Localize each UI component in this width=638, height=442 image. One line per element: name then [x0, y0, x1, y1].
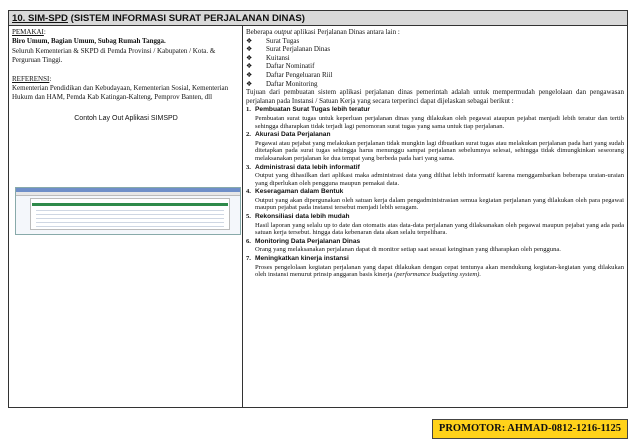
purpose-paragraph: Tujuan dari pembuatan sistem aplikasi perjalanan dinas pemerintah adalah untuk mempermudah pengelolaan dan pengawasan perjalanan pada Instansi / Satuan Kerja yang secara terperinci dapat dijelaskan sebagai berikut : — [246, 88, 624, 105]
benefit-title: Keseragaman dalam Bentuk — [255, 188, 344, 196]
right-column — [246, 28, 624, 279]
pemakai-colon: : — [43, 28, 46, 36]
output-list-item — [246, 45, 624, 54]
benefit-number: 3. — [246, 163, 251, 171]
benefit-description: Orang yang melaksanakan perjalanan dapat di monitor setiap saat sesuai keinginan yang diharapkan oleh pengguna. — [255, 246, 561, 254]
output-label: Daftar Nominatif — [266, 62, 315, 71]
bullet-icon: ❖ — [246, 62, 253, 71]
pemakai-label: PEMAKAI — [12, 28, 44, 36]
benefit-heading — [246, 164, 624, 173]
benefit-number: 4. — [246, 188, 251, 196]
screenshot-grid-header — [32, 203, 228, 206]
promotor-banner: PROMOTOR: AHMAD-0812-1216-1125 — [432, 419, 628, 439]
benefit-heading — [246, 255, 624, 264]
output-label: Kuitansi — [266, 53, 290, 62]
intro-emphasis: output — [274, 28, 293, 36]
referensi-label: REFERENSI — [12, 74, 50, 83]
intro-text-end: aplikasi Perjalanan Dinas antara lain : — [292, 28, 400, 36]
benefit-description — [246, 264, 624, 279]
output-list-item — [246, 54, 624, 63]
benefit-description-text: Proses pengelolaan kegiatan perjalanan yang dapat dilakukan dengan cepat tentunya akan mendukung kegiatan-kegiatan yang dilakukan oleh instansi menurut prinsip anggaran basis kinerja — [255, 263, 624, 279]
benefit-description-emphasis: (performance budgeting system). — [394, 271, 481, 279]
benefit-heading — [246, 238, 624, 247]
benefit-description: Hasil laporan yang selalu up to date dan otomatis atas data-data perjalanan yang dilaksanakan oleh pegawai maupun pejabat yang ada pada satuan kerja tersebut. hingga data kebenaran data akan selalu terpelihara. — [255, 221, 624, 237]
output-label: Daftar Pengeluaran Riil — [266, 70, 333, 79]
output-label: Surat Tugas — [266, 36, 300, 45]
benefit-title: Administrasi data lebih informatif — [255, 163, 360, 171]
screenshot-grid-line — [36, 226, 224, 227]
screenshot-grid-line — [36, 218, 224, 219]
screenshot-caption: Contoh Lay Out Aplikasi SIMSPD — [74, 114, 178, 122]
screenshot-grid-line — [36, 214, 224, 215]
bullet-icon: ❖ — [246, 36, 253, 45]
benefit-description: Pembuatan surat tugas untuk keperluan perjalanan dinas yang dilakukan oleh pegawai ataupun pejabat menjadi lebih teratur dan tertib sehingga diharapkan tidak terjadi lagi penomoran surat tugas yang sama untuk tiap perjalanan. — [255, 114, 624, 130]
output-intro — [246, 28, 624, 37]
benefit-number: 1. — [246, 106, 251, 114]
column-divider — [242, 26, 243, 408]
intro-text: Beberapa — [246, 28, 275, 36]
benefit-number: 5. — [246, 213, 251, 221]
benefit-number: 6. — [246, 237, 251, 245]
benefit-heading — [246, 213, 624, 222]
output-list-item — [246, 62, 624, 71]
benefit-heading — [246, 106, 624, 115]
benefit-title: Meningkatkan kinerja instansi — [255, 255, 349, 263]
benefit-heading — [246, 131, 624, 140]
benefit-title: Pembuatan Surat Tugas lebih teratur — [255, 106, 370, 114]
app-layout-screenshot — [15, 187, 241, 235]
bullet-icon: ❖ — [246, 70, 253, 79]
benefit-number: 2. — [246, 131, 251, 139]
benefit-description: Output yang dihasilkan dari aplikasi maka administrasi data yang dilihat lebih informatif karena menggambarkan beberapa uraian-uraian yang diperlukan oleh pengguna maupun pemakai data. — [255, 172, 624, 187]
benefit-title: Akurasi Data Perjalanan — [255, 131, 331, 139]
screenshot-grid-line — [36, 222, 224, 223]
referensi-text: Kementerian Pendidikan dan Kebudayaan, Kementerian Sosial, Kementerian Hukum dan HAM, Pemda Kab Katingan-Kalteng, Pemprov Banten, dll — [12, 84, 229, 102]
pemakai-text: Seluruh Kementerian & SKPD di Pemda Provinsi / Kabupaten / Kota. & Perguruan Tinggi. — [12, 46, 216, 65]
benefit-heading — [246, 188, 624, 197]
bullet-icon: ❖ — [246, 53, 253, 62]
section-title-text: (SISTEM INFORMASI SURAT PERJALANAN DINAS) — [67, 13, 305, 24]
section-title — [9, 11, 627, 26]
section-number: 10. SIM-SPD — [12, 13, 68, 24]
screenshot-menubar — [16, 192, 240, 196]
left-column — [12, 28, 240, 123]
document-sheet — [8, 10, 628, 408]
output-list-item — [246, 80, 624, 89]
benefit-title: Monitoring Data Perjalanan Dinas — [255, 237, 361, 245]
benefit-title: Rekonsiliasi data lebih mudah — [255, 213, 350, 221]
pemakai-bold-text: Biro Umum, Bagian Umum, Subag Rumah Tangga. — [12, 37, 166, 46]
benefit-number: 7. — [246, 255, 251, 263]
referensi-colon: : — [49, 74, 52, 83]
screenshot-grid-line — [36, 210, 224, 211]
output-list-item — [246, 37, 624, 46]
output-label: Daftar Monitoring — [266, 79, 318, 88]
benefit-description: Pegawai atau pejabat yang melakukan perjalanan tidak mungkin lagi dibuatkan surat tugas atau melakukan perjalanan pada hari yang sudah ditetapkan pada surat tugas sehingga harus menunggu sampai perjalanan sebelumnya selesai, sehingga tidak dimungkinkan seseorang melaksanakan perjalanan ke dua tempat yang berbeda pada hari yang sama. — [255, 139, 624, 162]
bullet-icon: ❖ — [246, 79, 253, 88]
output-label: Surat Perjalanan Dinas — [266, 45, 331, 54]
output-list-item — [246, 71, 624, 80]
benefit-description: Output yang akan dipergunakan oleh satuan kerja dalam pengadministrasian semua kegiatan perjalanan yang dilakukan oleh para pegawai maupun pejabat pada instansi tersebut menjadi lebih seragam. — [255, 196, 624, 212]
bullet-icon: ❖ — [246, 45, 253, 54]
